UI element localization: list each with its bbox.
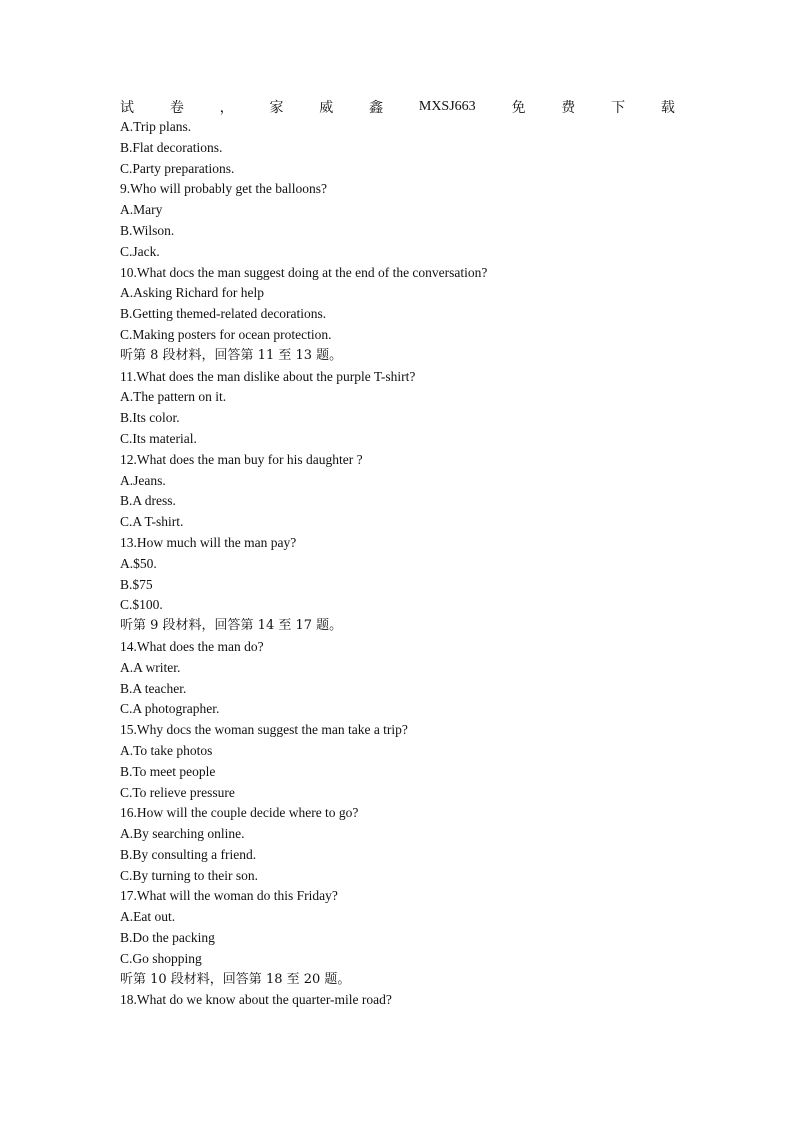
question-line: 15.Why docs the woman suggest the man take a trip? (120, 722, 408, 738)
header-part: 费 (561, 101, 576, 116)
option-line: A.The pattern on it. (120, 389, 227, 405)
option-line: B.Its color. (120, 410, 180, 426)
option-line: A.Trip plans. (120, 119, 192, 134)
question-line: 9.Who will probably get the balloons? (120, 181, 327, 197)
header-part: 威 (319, 101, 334, 116)
option-line: B.Wilson. (120, 222, 175, 238)
question-line: 18.What do we know about the quarter-mile road? (120, 992, 392, 1008)
option-line: C.A photographer. (120, 701, 220, 717)
header-part: 下 (611, 101, 626, 116)
option-line: C.Making posters for ocean protection. (120, 326, 332, 342)
option-line: C.To relieve pressure (120, 784, 235, 800)
option-line: A.A writer. (120, 659, 181, 675)
option-line: C.$100. (120, 597, 163, 613)
option-line: B.Do the packing (120, 930, 215, 946)
header-part: 卷 (169, 101, 184, 116)
header-part: 家 (269, 101, 284, 116)
header-part: 载 (660, 101, 675, 116)
header-code: MXSJ663 (418, 99, 476, 114)
option-line: B.Getting themed-related decorations. (120, 306, 327, 322)
question-line: 16.How will the couple decide where to go? (120, 805, 359, 821)
option-line: A.Mary (120, 202, 163, 218)
header-part: ， (219, 101, 234, 116)
section-heading: 听第 9 段材料，回答第 14 至 17 题。 (120, 618, 343, 634)
question-line: 10.What docs the man suggest doing at the end of the conversation? (120, 264, 488, 280)
option-line: A.$50. (120, 555, 157, 571)
option-line: B.By consulting a friend. (120, 846, 257, 862)
header-part: 试 (120, 101, 134, 116)
section-heading: 听第 10 段材料，回答第 18 至 20 题。 (120, 971, 351, 987)
option-line: B.Flat decorations. (120, 139, 223, 155)
option-line: C.Jack. (120, 243, 160, 259)
option-line: B.To meet people (120, 763, 216, 779)
option-line: C.By turning to their son. (120, 867, 258, 883)
option-line: A.Jeans. (120, 472, 166, 488)
option-line: A.By searching online. (120, 826, 245, 842)
option-line: C.Party preparations. (120, 160, 235, 176)
question-line: 12.What does the man buy for his daughter ? (120, 451, 363, 467)
option-line: A.To take photos (120, 742, 213, 758)
question-line: 17.What will the woman do this Friday? (120, 888, 338, 904)
header-part: 免 (511, 101, 526, 116)
header-part: 鑫 (369, 101, 384, 116)
option-line: C.A T-shirt. (120, 514, 184, 530)
option-line: B.A dress. (120, 493, 176, 509)
option-line: A.Asking Richard for help (120, 285, 264, 301)
question-list (120, 117, 720, 1011)
question-line: 11.What does the man dislike about the purple T-shirt? (120, 368, 416, 384)
option-line: C.Its material. (120, 430, 197, 446)
option-line: B.A teacher. (120, 680, 187, 696)
option-line: C.Go shopping (120, 950, 202, 966)
page-header (120, 97, 675, 117)
question-line: 14.What does the man do? (120, 638, 264, 654)
section-heading: 听第 8 段材料，回答第 11 至 13 题。 (120, 347, 343, 363)
option-line: A.Eat out. (120, 909, 176, 925)
question-line: 13.How much will the man pay? (120, 534, 297, 550)
option-line: B.$75 (120, 576, 153, 592)
